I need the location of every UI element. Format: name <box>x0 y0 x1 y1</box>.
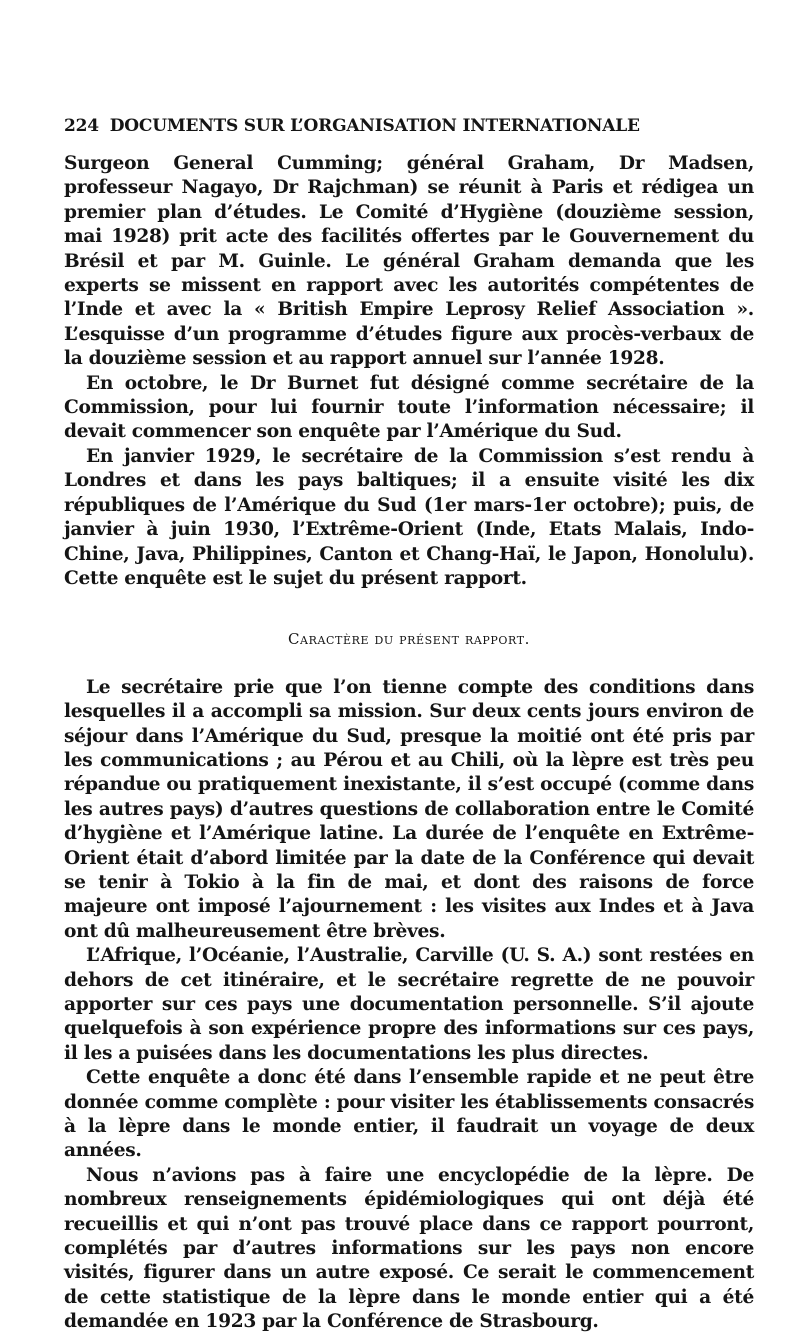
body-text <box>64 152 754 1335</box>
paragraph-6: Cette enquête a donc été dans l’ensemble rapide et ne peut être donnée comme complète : pour visiter les établissements consacrés à la lèpre dans le monde entier, il faudrait un voyage de deux années. <box>64 1067 754 1162</box>
paragraph-4: Le secrétaire prie que l’on tienne compte des conditions dans lesquelles il a accompli sa mission. Sur deux cents jours environ de séjour dans l’Amérique du Sud, presque la moitié ont été pris par les communications ; au Pérou et au Chili, où la lèpre est très peu répandue ou pratiquement inexistante, il s’est occupé (comme dans les autres pays) d’autres questions de collaboration entre le Comité d’hygiène et l’Amérique latine. La durée de l’enquête en Extrême-Orient était d’abord limitée par la date de la Conférence qui devait se tenir à Tokio à la fin de mai, et dont des raisons de force majeure ont imposé l’ajournement : les visites aux Indes et à Java ont dû malheureusement être brèves. <box>64 676 754 942</box>
running-header <box>64 116 744 136</box>
paragraph-7: Nous n’avions pas à faire une encyclopédie de la lèpre. De nombreux renseignements épidémiologiques qui ont déjà été recueillis et qui n’ont pas trouvé place dans ce rapport pourront, complétés par d’autres informations sur les pays non encore visités, figurer dans un autre exposé. Ce serait le commencement de cette statistique de la lèpre dans le monde entier qui a été demandée en 1923 par la Conférence de Strasbourg. <box>64 1164 754 1333</box>
paragraph-3: En janvier 1929, le secrétaire de la Commission s’est rendu à Londres et dans les pays baltiques; il a ensuite visité les dix républiques de l’Amérique du Sud (1er mars-1er octobre); puis, de janvier à juin 1930, l’Extrême-Orient (Inde, Etats Malais, Indo-Chine, Java, Philippines, Canton et Chang-Haï, le Japon, Honolulu). Cette enquête est le sujet du présent rapport. <box>64 445 754 589</box>
section-heading: Caractère du présent rapport. <box>287 630 531 649</box>
page-number: 224 <box>64 116 99 136</box>
paragraph-1: Surgeon General Cumming; général Graham, Dr Madsen, professeur Nagayo, Dr Rajchman) se réunit à Paris et rédigea un premier plan d’études. Le Comité d’Hygiène (douzième session, mai 1928) prit acte des facilités offertes par le Gouvernement du Brésil et par M. Guinle. Le général Graham demanda que les experts se missent en rapport avec les autorités compétentes de l’Inde et avec la « British Empire Leprosy Relief Association ». L’esquisse d’un programme d’études figure aux procès-verbaux de la douzième session et au rapport annuel sur l’année 1928. <box>64 153 754 370</box>
running-title: DOCUMENTS SUR L’ORGANISATION INTERNATIONALE <box>109 116 640 136</box>
paragraph-2: En octobre, le Dr Burnet fut désigné comme secrétaire de la Commission, pour lui fournir toute l’information nécessaire; il devait commencer son enquête par l’Amérique du Sud. <box>64 372 754 443</box>
paragraph-5: L’Afrique, l’Océanie, l’Australie, Carville (U. S. A.) sont restées en dehors de cet itinéraire, et le secrétaire regrette de ne pouvoir apporter sur ces pays une documentation personnelle. S’il ajoute quelquefois à son expérience propre des informations sur ces pays, il les a puisées dans les documentations les plus directes. <box>64 945 754 1064</box>
